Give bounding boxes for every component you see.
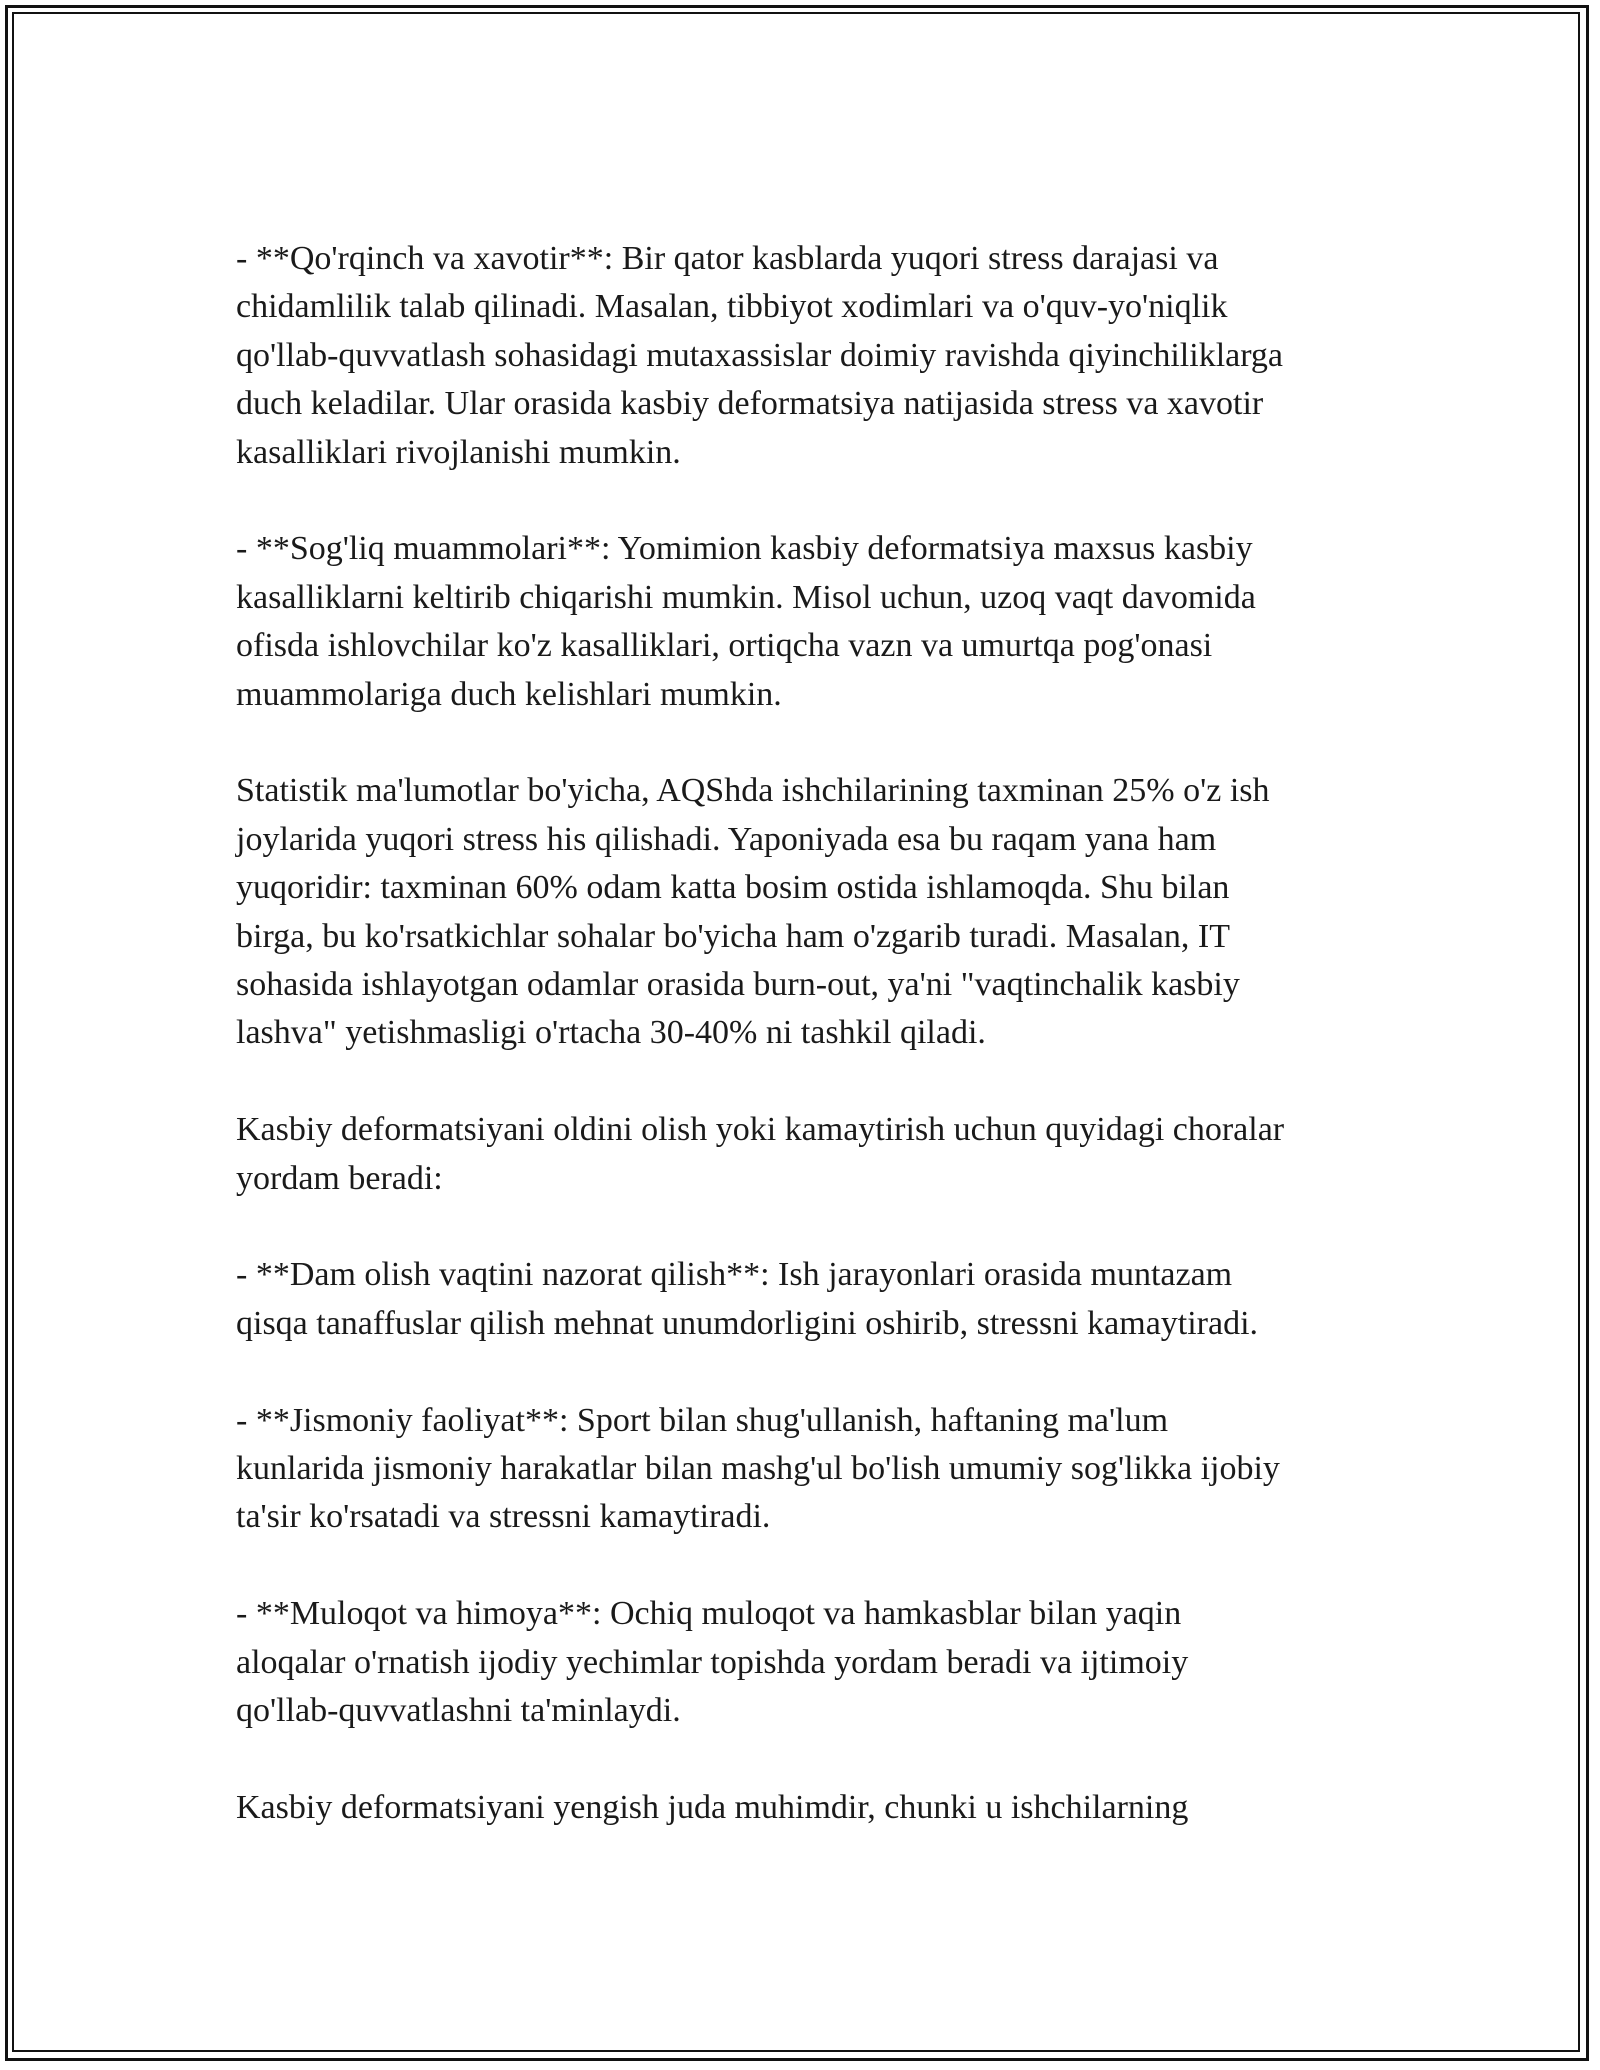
text-line: lashva" yetishmasligi o'rtacha 30-40% ni tashkil qiladi.: [236, 1014, 986, 1052]
text-line: Kasbiy deformatsiyani yengish juda muhimdir, chunki u ishchilarning: [236, 1788, 1189, 1826]
text-line: kunlarida jismoniy harakatlar bilan mashg'ul bo'lish umumiy sog'likka ijobiy: [236, 1450, 1280, 1488]
paragraph-statistics: [236, 767, 1376, 1057]
text-line: qo'llab-quvvatlash sohasidagi mutaxassislar doimiy ravishda qiyinchiliklarga: [236, 336, 1284, 374]
text-line: kasalliklarni keltirib chiqarishi mumkin. Misol uchun, uzoq vaqt davomida: [236, 578, 1256, 616]
document-body: [236, 235, 1376, 1832]
text-line: - **Dam olish vaqtini nazorat qilish**: Ish jarayonlari orasida muntazam: [236, 1256, 1233, 1294]
paragraph-measures-intro: [236, 1106, 1376, 1203]
text-line: ofisda ishlovchilar ko'z kasalliklari, ortiqcha vazn va umurtqa pog'onasi: [236, 627, 1213, 665]
text-line: - **Muloqot va himoya**: Ochiq muloqot va hamkasblar bilan yaqin: [236, 1595, 1182, 1633]
paragraph-fear-anxiety: [236, 235, 1376, 477]
text-line: birga, bu ko'rsatkichlar sohalar bo'yicha ham o'zgarib turadi. Masalan, IT: [236, 917, 1230, 955]
text-line: qo'llab-quvvatlashni ta'minlaydi.: [236, 1692, 681, 1730]
text-line: Kasbiy deformatsiyani oldini olish yoki kamaytirish uchun quyidagi choralar: [236, 1111, 1285, 1149]
text-line: joylarida yuqori stress his qilishadi. Yaponiyada esa bu raqam yana ham: [236, 820, 1217, 858]
text-line: aloqalar o'rnatish ijodiy yechimlar topishda yordam beradi va ijtimoiy: [236, 1643, 1189, 1681]
text-line: sohasida ishlayotgan odamlar orasida burn-out, ya'ni "vaqtinchalik kasbiy: [236, 966, 1240, 1004]
text-line: muammolariga duch kelishlari mumkin.: [236, 675, 782, 713]
text-line: kasalliklari rivojlanishi mumkin.: [236, 433, 681, 471]
paragraph-communication: [236, 1590, 1376, 1735]
text-line: - **Jismoniy faoliyat**: Sport bilan shug'ullanish, haftaning ma'lum: [236, 1401, 1169, 1439]
text-line: ta'sir ko'rsatadi va stressni kamaytiradi.: [236, 1498, 771, 1536]
text-line: - **Sog'liq muammolari**: Yomimion kasbiy deformatsiya maxsus kasbiy: [236, 530, 1253, 568]
text-line: - **Qo'rqinch va xavotir**: Bir qator kasblarda yuqori stress darajasi va: [236, 240, 1219, 277]
text-line: chidamlilik talab qilinadi. Masalan, tibbiyot xodimlari va o'quv-yo'niqlik: [236, 288, 1228, 326]
paragraph-health-problems: [236, 525, 1376, 719]
text-line: yordam beradi:: [236, 1159, 443, 1197]
text-line: Statistik ma'lumotlar bo'yicha, AQShda ishchilarining taxminan 25% o'z ish: [236, 772, 1270, 810]
paragraph-conclusion: [236, 1784, 1376, 1832]
text-line: duch keladilar. Ular orasida kasbiy deformatsiya natijasida stress va xavotir: [236, 385, 1264, 423]
text-line: yuqoridir: taxminan 60% odam katta bosim ostida ishlamoqda. Shu bilan: [236, 869, 1230, 907]
paragraph-physical-activity: [236, 1397, 1376, 1542]
text-line: qisqa tanaffuslar qilish mehnat unumdorligini oshirib, stressni kamaytiradi.: [236, 1304, 1259, 1342]
paragraph-rest-control: [236, 1251, 1376, 1348]
